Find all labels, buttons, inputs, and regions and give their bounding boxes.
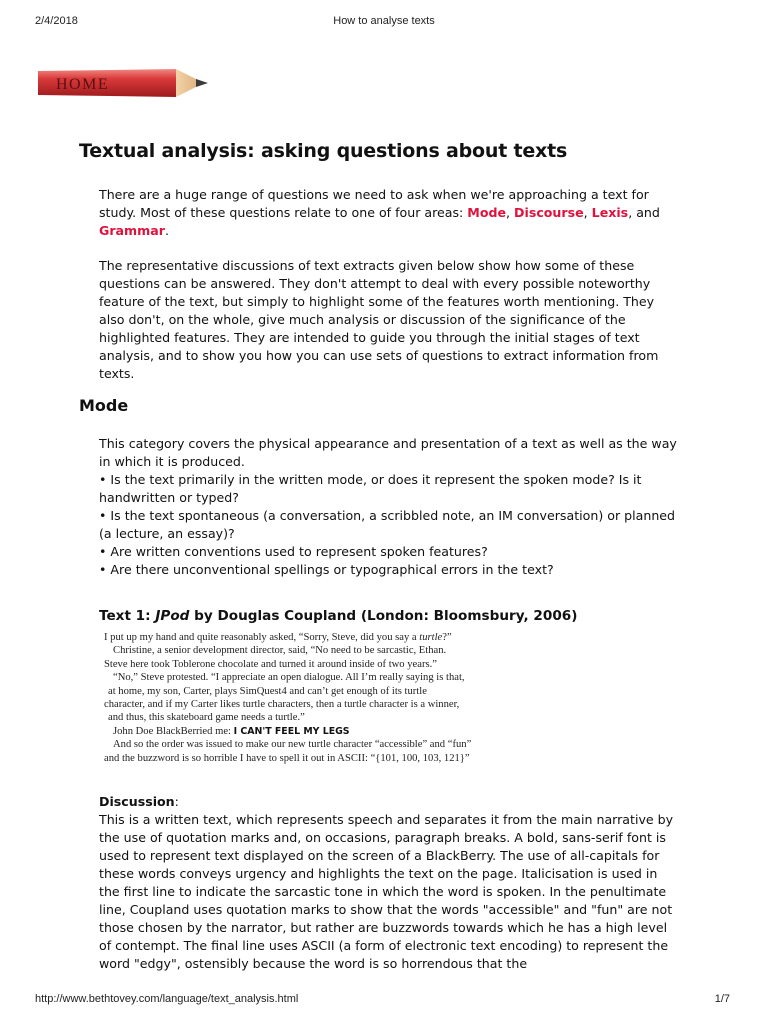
list-item: • Are there unconventional spellings or typographical errors in the text? [99, 562, 554, 577]
extract-line: and the buzzword is so horrible I have to spell it out in ASCII: “{101, 100, 103, 121}” [104, 752, 470, 764]
text1-citation: by Douglas Coupland (London: Bloomsbury, 2006) [189, 608, 578, 624]
extract-line [104, 725, 524, 738]
page-title: Textual analysis: asking questions about texts [79, 140, 568, 162]
list-item: • Is the text primarily in the written mode, or does it represent the spoken mode? Is it handwritten or typed? [99, 472, 642, 505]
extract-line: character, and if my Carter likes turtle characters, then a turtle character is a winner, [104, 699, 460, 711]
list-item: • Is the text spontaneous (a conversation, a scribbled note, an IM conversation) or planned (a lecture, an essay)? [99, 508, 676, 541]
extract-line: “No,” Steve protested. “I appreciate an open dialogue. All I’m really saying is that, [113, 672, 465, 684]
section-heading-mode: Mode [79, 396, 129, 415]
discussion-colon: : [174, 794, 179, 809]
extract-line-text: John Doe BlackBerried me: [113, 725, 234, 737]
home-pencil-button[interactable] [36, 63, 211, 103]
list-item: • Are written conventions used to represent spoken features? [99, 544, 488, 559]
link-mode[interactable]: Mode [467, 205, 507, 220]
pencil-lead-icon [196, 79, 208, 87]
link-grammar[interactable]: Grammar [99, 223, 166, 238]
extract-line: at home, my son, Carter, plays SimQuest4 and can’t get enough of its turtle [108, 685, 427, 697]
print-url: http://www.bethtovey.com/language/text_analysis.html [35, 993, 299, 1005]
mode-intro: This category covers the physical appearance and presentation of a text as well as the way in which it is produced. [99, 436, 677, 469]
mode-section [99, 435, 679, 579]
extract-line: And so the order was issued to make our new turtle character “accessible” and “fun” [113, 739, 472, 751]
print-date: 2/4/2018 [35, 15, 78, 27]
print-title: How to analyse texts [333, 15, 435, 27]
text1-heading [99, 608, 577, 624]
intro-sep: , [583, 205, 592, 220]
extract-line-end: ?” [442, 632, 452, 643]
intro-paragraph [99, 186, 679, 240]
discussion-label [99, 794, 179, 809]
extract-italic: turtle [419, 632, 443, 643]
text1-extract-image [104, 631, 524, 765]
intro-sep: , and [628, 205, 660, 220]
extract-line [104, 631, 524, 644]
intro-text: There are a huge range of questions we need to ask when we're approaching a text for study. Most of these questions relate to one of four areas: [99, 187, 649, 220]
link-discourse[interactable]: Discourse [514, 205, 584, 220]
print-page-number: 1/7 [714, 993, 730, 1005]
discussion-paragraph: This is a written text, which represents speech and separates it from the main narrative by the use of quotation marks and, on occasions, paragraph breaks. A bold, sans-serif font is used to represent text displayed on the screen of a BlackBerry. The use of all-capitals for these words conveys urgency and highlights the text on the page. Italicisation is used in the first line to indicate the sarcastic tone in which the word is spoken. In the penultimate line, Coupland uses quotation marks to show that the words "accessible" and "fun" are not those chosen by the narrator, but rather are buzzwords towards which he has a high level of contempt. The final line uses ASCII (a form of electronic text encoding) to represent the word "edgy", ostensibly because the word is so horrendous that the [99, 812, 674, 971]
extract-line: and thus, this skateboard game needs a turtle.” [108, 712, 305, 724]
text1-label: Text 1: [99, 608, 156, 624]
intro-end: . [165, 223, 170, 238]
discussion-label-text: Discussion [99, 794, 175, 809]
extract-line-text: I put up my hand and quite reasonably asked, “Sorry, Steve, did you say a [104, 632, 420, 643]
overview-paragraph: The representative discussions of text extracts given below show how some of these questions can be answered. They don't attempt to deal with every possible noteworthy feature of the text, but simply to highlight some of the features worth mentioning. They also don't, on the whole, give much analysis or discussion of the significance of the highlighted features. They are intended to guide you through the initial stages of text analysis, and to show you how you can use sets of questions to extract information from texts. [99, 258, 659, 381]
home-label: HOME [56, 76, 110, 93]
blackberry-message: I CAN'T FEEL MY LEGS [233, 725, 350, 737]
link-lexis[interactable]: Lexis [591, 205, 629, 220]
intro-sep: , [506, 205, 515, 220]
extract-line: Christine, a senior development director, said, “No need to be sarcastic, Ethan. [113, 645, 447, 657]
text1-book-title: JPod [155, 608, 190, 624]
extract-line: Steve here took Toblerone chocolate and turned it around inside of two years.” [104, 658, 437, 670]
